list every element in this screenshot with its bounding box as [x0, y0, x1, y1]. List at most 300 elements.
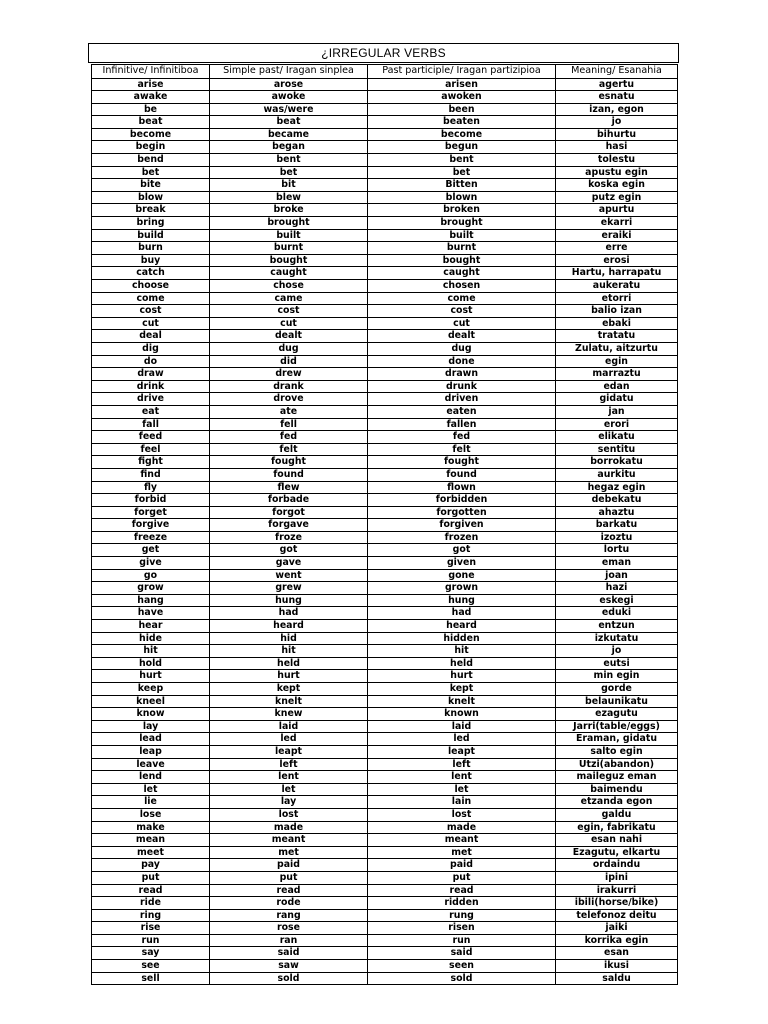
table-row	[92, 859, 678, 872]
cell-past-participle: left	[368, 758, 556, 771]
cell-meaning: eskegi	[556, 594, 678, 607]
cell-past-participle: eaten	[368, 405, 556, 418]
cell-simple-past: fought	[210, 456, 368, 469]
table-row	[92, 380, 678, 393]
cell-past-participle: driven	[368, 393, 556, 406]
cell-simple-past: met	[210, 846, 368, 859]
cell-past-participle: said	[368, 947, 556, 960]
cell-meaning: Jarri(table/eggs)	[556, 720, 678, 733]
cell-infinitive: make	[92, 821, 210, 834]
table-row	[92, 607, 678, 620]
cell-simple-past: read	[210, 884, 368, 897]
cell-past-participle: caught	[368, 267, 556, 280]
cell-simple-past: hid	[210, 632, 368, 645]
cell-past-participle: become	[368, 128, 556, 141]
cell-meaning: barkatu	[556, 519, 678, 532]
cell-infinitive: do	[92, 355, 210, 368]
cell-infinitive: go	[92, 569, 210, 582]
cell-meaning: aukeratu	[556, 280, 678, 293]
cell-infinitive: see	[92, 960, 210, 973]
cell-simple-past: became	[210, 128, 368, 141]
cell-infinitive: hold	[92, 657, 210, 670]
cell-past-participle: cut	[368, 317, 556, 330]
cell-infinitive: build	[92, 229, 210, 242]
cell-meaning: apurtu	[556, 204, 678, 217]
table-row	[92, 720, 678, 733]
cell-past-participle: chosen	[368, 280, 556, 293]
cell-simple-past: led	[210, 733, 368, 746]
cell-infinitive: forget	[92, 506, 210, 519]
cell-past-participle: broken	[368, 204, 556, 217]
cell-past-participle: hidden	[368, 632, 556, 645]
cell-simple-past: forbade	[210, 494, 368, 507]
cell-simple-past: bit	[210, 179, 368, 192]
table-row	[92, 368, 678, 381]
cell-past-participle: Bitten	[368, 179, 556, 192]
cell-infinitive: find	[92, 468, 210, 481]
cell-infinitive: leave	[92, 758, 210, 771]
cell-meaning: elikatu	[556, 431, 678, 444]
cell-infinitive: catch	[92, 267, 210, 280]
cell-simple-past: meant	[210, 834, 368, 847]
cell-infinitive: let	[92, 783, 210, 796]
cell-meaning: ordaindu	[556, 859, 678, 872]
cell-simple-past: gave	[210, 557, 368, 570]
cell-infinitive: know	[92, 708, 210, 721]
cell-simple-past: leapt	[210, 745, 368, 758]
cell-simple-past: grew	[210, 582, 368, 595]
cell-simple-past: awoke	[210, 91, 368, 104]
cell-meaning: salto egin	[556, 745, 678, 758]
cell-past-participle: bought	[368, 254, 556, 267]
cell-infinitive: lead	[92, 733, 210, 746]
cell-simple-past: forgot	[210, 506, 368, 519]
table-row	[92, 305, 678, 318]
cell-past-participle: paid	[368, 859, 556, 872]
cell-simple-past: bought	[210, 254, 368, 267]
table-header-row	[92, 65, 678, 79]
cell-meaning: jaiki	[556, 922, 678, 935]
cell-infinitive: arise	[92, 78, 210, 91]
cell-meaning: balio izan	[556, 305, 678, 318]
cell-meaning: Eraman, gidatu	[556, 733, 678, 746]
cell-meaning: eraiki	[556, 229, 678, 242]
irregular-verbs-table	[91, 64, 678, 985]
cell-meaning: etzanda egon	[556, 796, 678, 809]
table-row	[92, 531, 678, 544]
table-row	[92, 657, 678, 670]
cell-meaning: ezagutu	[556, 708, 678, 721]
cell-past-participle: fallen	[368, 418, 556, 431]
cell-infinitive: mean	[92, 834, 210, 847]
table-row	[92, 934, 678, 947]
cell-infinitive: keep	[92, 683, 210, 696]
cell-past-participle: fought	[368, 456, 556, 469]
table-row	[92, 909, 678, 922]
cell-infinitive: lay	[92, 720, 210, 733]
table-row	[92, 78, 678, 91]
cell-infinitive: hurt	[92, 670, 210, 683]
cell-past-participle: hung	[368, 594, 556, 607]
cell-simple-past: drank	[210, 380, 368, 393]
cell-infinitive: meet	[92, 846, 210, 859]
cell-meaning: belaunikatu	[556, 695, 678, 708]
cell-simple-past: drove	[210, 393, 368, 406]
cell-simple-past: cost	[210, 305, 368, 318]
cell-past-participle: blown	[368, 191, 556, 204]
cell-infinitive: pay	[92, 859, 210, 872]
table-row	[92, 796, 678, 809]
table-row	[92, 494, 678, 507]
cell-infinitive: rise	[92, 922, 210, 935]
table-row	[92, 317, 678, 330]
cell-meaning: eduki	[556, 607, 678, 620]
cell-meaning: maileguz eman	[556, 771, 678, 784]
cell-infinitive: be	[92, 103, 210, 116]
table-row	[92, 342, 678, 355]
cell-simple-past: chose	[210, 280, 368, 293]
cell-meaning: borrokatu	[556, 456, 678, 469]
cell-past-participle: run	[368, 934, 556, 947]
column-header-meaning: Meaning/ Esanahia	[556, 65, 678, 79]
cell-past-participle: dealt	[368, 330, 556, 343]
cell-meaning: marraztu	[556, 368, 678, 381]
table-row	[92, 355, 678, 368]
cell-infinitive: lie	[92, 796, 210, 809]
cell-meaning: agertu	[556, 78, 678, 91]
cell-simple-past: beat	[210, 116, 368, 129]
cell-meaning: izoztu	[556, 531, 678, 544]
cell-meaning: erosi	[556, 254, 678, 267]
table-row	[92, 594, 678, 607]
table-row	[92, 947, 678, 960]
cell-past-participle: read	[368, 884, 556, 897]
cell-infinitive: blow	[92, 191, 210, 204]
table-row	[92, 217, 678, 230]
cell-infinitive: break	[92, 204, 210, 217]
cell-infinitive: fall	[92, 418, 210, 431]
table-row	[92, 695, 678, 708]
cell-past-participle: forgotten	[368, 506, 556, 519]
cell-meaning: eman	[556, 557, 678, 570]
cell-past-participle: gone	[368, 569, 556, 582]
cell-meaning: esnatu	[556, 91, 678, 104]
cell-meaning: aurkitu	[556, 468, 678, 481]
table-row	[92, 632, 678, 645]
table-body	[92, 78, 678, 985]
cell-past-participle: drunk	[368, 380, 556, 393]
cell-infinitive: dig	[92, 342, 210, 355]
cell-simple-past: heard	[210, 620, 368, 633]
table-row	[92, 443, 678, 456]
table-row	[92, 267, 678, 280]
cell-past-participle: given	[368, 557, 556, 570]
cell-meaning: ibili(horse/bike)	[556, 897, 678, 910]
cell-infinitive: hide	[92, 632, 210, 645]
cell-infinitive: choose	[92, 280, 210, 293]
cell-simple-past: went	[210, 569, 368, 582]
cell-simple-past: laid	[210, 720, 368, 733]
cell-infinitive: give	[92, 557, 210, 570]
cell-simple-past: broke	[210, 204, 368, 217]
cell-simple-past: lent	[210, 771, 368, 784]
cell-simple-past: built	[210, 229, 368, 242]
cell-meaning: ikusi	[556, 960, 678, 973]
cell-meaning: galdu	[556, 808, 678, 821]
column-header-simple-past: Simple past/ Iragan sinplea	[210, 65, 368, 79]
cell-meaning: telefonoz deitu	[556, 909, 678, 922]
cell-past-participle: laid	[368, 720, 556, 733]
cell-simple-past: came	[210, 292, 368, 305]
column-header-past-participle: Past participle/ Iragan partizipioa	[368, 65, 556, 79]
cell-meaning: eutsi	[556, 657, 678, 670]
cell-infinitive: bend	[92, 154, 210, 167]
table-row	[92, 972, 678, 985]
cell-meaning: Utzi(abandon)	[556, 758, 678, 771]
cell-meaning: esan	[556, 947, 678, 960]
cell-past-participle: leapt	[368, 745, 556, 758]
cell-simple-past: rang	[210, 909, 368, 922]
cell-simple-past: froze	[210, 531, 368, 544]
cell-meaning: izkutatu	[556, 632, 678, 645]
cell-infinitive: awake	[92, 91, 210, 104]
table-row	[92, 418, 678, 431]
table-row	[92, 229, 678, 242]
cell-simple-past: knelt	[210, 695, 368, 708]
table-row	[92, 582, 678, 595]
table-row	[92, 645, 678, 658]
table-row	[92, 91, 678, 104]
cell-simple-past: hung	[210, 594, 368, 607]
cell-past-participle: grown	[368, 582, 556, 595]
table-row	[92, 569, 678, 582]
cell-simple-past: saw	[210, 960, 368, 973]
table-row	[92, 519, 678, 532]
cell-simple-past: caught	[210, 267, 368, 280]
table-row	[92, 771, 678, 784]
cell-past-participle: done	[368, 355, 556, 368]
cell-infinitive: drink	[92, 380, 210, 393]
cell-infinitive: leap	[92, 745, 210, 758]
cell-past-participle: frozen	[368, 531, 556, 544]
table-row	[92, 481, 678, 494]
cell-meaning: izan, egon	[556, 103, 678, 116]
table-row	[92, 154, 678, 167]
table-row	[92, 393, 678, 406]
cell-infinitive: cut	[92, 317, 210, 330]
table-row	[92, 103, 678, 116]
cell-simple-past: had	[210, 607, 368, 620]
cell-infinitive: get	[92, 544, 210, 557]
table-row	[92, 179, 678, 192]
cell-infinitive: feed	[92, 431, 210, 444]
cell-past-participle: beaten	[368, 116, 556, 129]
cell-past-participle: kept	[368, 683, 556, 696]
cell-past-participle: arisen	[368, 78, 556, 91]
table-row	[92, 808, 678, 821]
cell-infinitive: come	[92, 292, 210, 305]
table-row	[92, 468, 678, 481]
cell-meaning: putz egin	[556, 191, 678, 204]
cell-infinitive: bring	[92, 217, 210, 230]
cell-meaning: lortu	[556, 544, 678, 557]
cell-meaning: Zulatu, aitzurtu	[556, 342, 678, 355]
cell-simple-past: did	[210, 355, 368, 368]
cell-simple-past: ate	[210, 405, 368, 418]
table-row	[92, 557, 678, 570]
cell-simple-past: rode	[210, 897, 368, 910]
cell-meaning: egin	[556, 355, 678, 368]
cell-infinitive: ride	[92, 897, 210, 910]
table-row	[92, 670, 678, 683]
cell-meaning: saldu	[556, 972, 678, 985]
cell-simple-past: dug	[210, 342, 368, 355]
cell-meaning: esan nahi	[556, 834, 678, 847]
table-row	[92, 821, 678, 834]
table-row	[92, 708, 678, 721]
cell-meaning: debekatu	[556, 494, 678, 507]
cell-meaning: ekarri	[556, 217, 678, 230]
cell-infinitive: draw	[92, 368, 210, 381]
cell-simple-past: ran	[210, 934, 368, 947]
table-row	[92, 733, 678, 746]
cell-infinitive: begin	[92, 141, 210, 154]
table-row	[92, 506, 678, 519]
cell-meaning: tolestu	[556, 154, 678, 167]
table-row	[92, 846, 678, 859]
cell-past-participle: flown	[368, 481, 556, 494]
cell-simple-past: held	[210, 657, 368, 670]
cell-simple-past: put	[210, 871, 368, 884]
cell-infinitive: feel	[92, 443, 210, 456]
cell-infinitive: deal	[92, 330, 210, 343]
cell-infinitive: put	[92, 871, 210, 884]
table-row	[92, 871, 678, 884]
cell-infinitive: beat	[92, 116, 210, 129]
cell-simple-past: cut	[210, 317, 368, 330]
cell-infinitive: lose	[92, 808, 210, 821]
cell-simple-past: knew	[210, 708, 368, 721]
cell-simple-past: felt	[210, 443, 368, 456]
table-row	[92, 884, 678, 897]
cell-past-participle: got	[368, 544, 556, 557]
cell-simple-past: rose	[210, 922, 368, 935]
cell-meaning: koska egin	[556, 179, 678, 192]
table-row	[92, 544, 678, 557]
cell-past-participle: bet	[368, 166, 556, 179]
table-row	[92, 745, 678, 758]
cell-meaning: joan	[556, 569, 678, 582]
table-row	[92, 166, 678, 179]
cell-simple-past: blew	[210, 191, 368, 204]
cell-simple-past: lay	[210, 796, 368, 809]
cell-past-participle: fed	[368, 431, 556, 444]
cell-past-participle: rung	[368, 909, 556, 922]
table-row	[92, 292, 678, 305]
cell-infinitive: fight	[92, 456, 210, 469]
cell-past-participle: been	[368, 103, 556, 116]
cell-simple-past: bet	[210, 166, 368, 179]
cell-past-participle: knelt	[368, 695, 556, 708]
cell-past-participle: burnt	[368, 242, 556, 255]
cell-infinitive: become	[92, 128, 210, 141]
cell-meaning: sentitu	[556, 443, 678, 456]
cell-simple-past: sold	[210, 972, 368, 985]
cell-past-participle: awoken	[368, 91, 556, 104]
cell-meaning: egin, fabrikatu	[556, 821, 678, 834]
cell-past-participle: built	[368, 229, 556, 242]
cell-past-participle: begun	[368, 141, 556, 154]
table-row	[92, 116, 678, 129]
cell-past-participle: seen	[368, 960, 556, 973]
table-row	[92, 683, 678, 696]
table-row	[92, 141, 678, 154]
table-row	[92, 834, 678, 847]
cell-past-participle: risen	[368, 922, 556, 935]
cell-meaning: bihurtu	[556, 128, 678, 141]
cell-past-participle: found	[368, 468, 556, 481]
cell-past-participle: known	[368, 708, 556, 721]
cell-past-participle: cost	[368, 305, 556, 318]
cell-simple-past: was/were	[210, 103, 368, 116]
table-row	[92, 405, 678, 418]
cell-infinitive: read	[92, 884, 210, 897]
cell-infinitive: burn	[92, 242, 210, 255]
cell-infinitive: forbid	[92, 494, 210, 507]
table-row	[92, 922, 678, 935]
table-row	[92, 897, 678, 910]
cell-simple-past: hit	[210, 645, 368, 658]
cell-meaning: min egin	[556, 670, 678, 683]
cell-meaning: baimendu	[556, 783, 678, 796]
cell-meaning: entzun	[556, 620, 678, 633]
table-row	[92, 330, 678, 343]
cell-simple-past: drew	[210, 368, 368, 381]
cell-meaning: ebaki	[556, 317, 678, 330]
cell-past-participle: hurt	[368, 670, 556, 683]
cell-simple-past: kept	[210, 683, 368, 696]
table-row	[92, 431, 678, 444]
cell-infinitive: drive	[92, 393, 210, 406]
cell-past-participle: put	[368, 871, 556, 884]
cell-infinitive: say	[92, 947, 210, 960]
cell-infinitive: grow	[92, 582, 210, 595]
cell-meaning: etorri	[556, 292, 678, 305]
cell-meaning: erori	[556, 418, 678, 431]
cell-meaning: korrika egin	[556, 934, 678, 947]
cell-simple-past: arose	[210, 78, 368, 91]
cell-simple-past: left	[210, 758, 368, 771]
cell-simple-past: forgave	[210, 519, 368, 532]
cell-simple-past: said	[210, 947, 368, 960]
cell-meaning: Ezagutu, elkartu	[556, 846, 678, 859]
cell-simple-past: fed	[210, 431, 368, 444]
cell-past-participle: had	[368, 607, 556, 620]
cell-infinitive: ring	[92, 909, 210, 922]
cell-infinitive: have	[92, 607, 210, 620]
table-row	[92, 960, 678, 973]
cell-past-participle: forgiven	[368, 519, 556, 532]
cell-past-participle: drawn	[368, 368, 556, 381]
table-row	[92, 758, 678, 771]
cell-infinitive: sell	[92, 972, 210, 985]
cell-past-participle: sold	[368, 972, 556, 985]
cell-meaning: edan	[556, 380, 678, 393]
table-row	[92, 620, 678, 633]
cell-infinitive: hear	[92, 620, 210, 633]
cell-past-participle: bent	[368, 154, 556, 167]
cell-past-participle: dug	[368, 342, 556, 355]
